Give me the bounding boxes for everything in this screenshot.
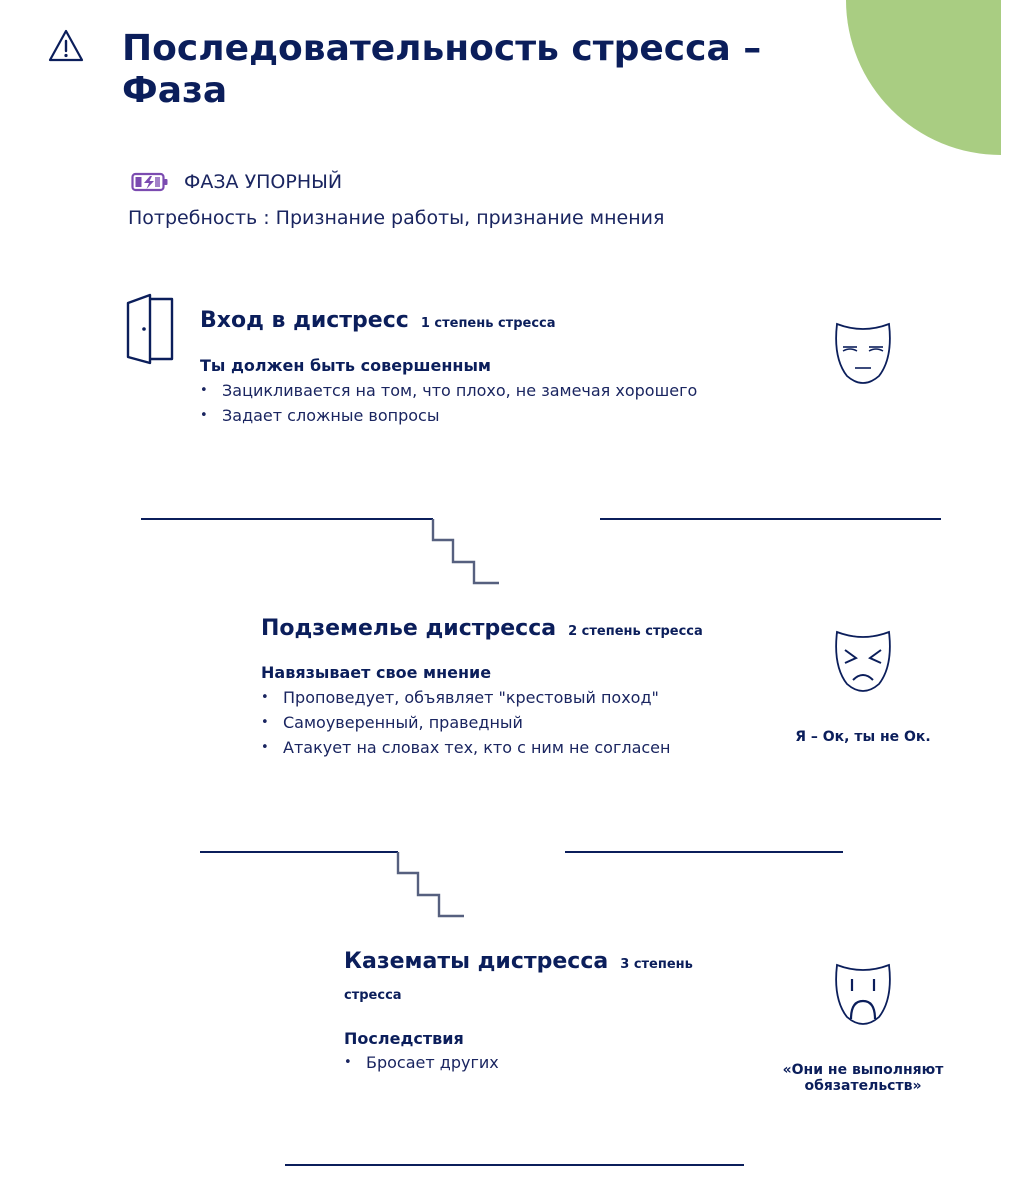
stairs-divider-2 [0, 843, 1016, 923]
stage-3-title: Казематы дистресса [344, 949, 609, 974]
stairs-divider-1 [0, 510, 1016, 590]
stage-3-bullets [344, 1050, 499, 1075]
battery-charging-icon [131, 172, 169, 192]
stage-3-quote [773, 1062, 953, 1094]
page-title: Последовательность стресса – Фаза [122, 28, 762, 111]
stage-1-heading [200, 308, 556, 333]
corner-decoration [846, 0, 1016, 280]
stage-3-heading [344, 949, 693, 974]
door-icon [124, 293, 176, 365]
stage-1-title: Вход в дистресс [200, 308, 409, 333]
stage-2-title: Подземелье дистресса [261, 616, 557, 641]
bottom-divider [0, 1158, 1016, 1178]
angry-mask-icon [833, 628, 893, 694]
list-item: • Атакует на словах тех, кто с ним не согласен [261, 735, 670, 760]
stage-1-degree: 1 степень стресса [420, 316, 556, 331]
stage-1-subheading: Ты должен быть совершенным [200, 356, 491, 375]
stage-2-bullets [261, 685, 670, 760]
stage-3-degree-line2: стресса [344, 988, 402, 1003]
sad-mask-icon [833, 961, 893, 1027]
neutral-mask-icon [833, 320, 893, 386]
stage-2-degree: 2 степень стресса [568, 624, 703, 639]
stage-2-quote: Я – Ок, ты не Ок. [795, 729, 931, 745]
stage-3-degree-line1: 3 степень [620, 957, 693, 972]
list-item: • Бросает других [344, 1050, 499, 1075]
stage-3-quote-line1: «Они не выполняют [782, 1062, 944, 1078]
list-item: • Самоуверенный, праведный [261, 710, 670, 735]
phase-label: ФАЗА УПОРНЫЙ [184, 171, 343, 193]
list-item: • Задает сложные вопросы [200, 403, 697, 428]
list-item: • Зацикливается на том, что плохо, не замечая хорошего [200, 378, 697, 403]
stage-3-quote-line2: обязательств» [804, 1078, 922, 1094]
stage-2-subheading: Навязывает свое мнение [261, 663, 492, 682]
stage-2-heading [261, 616, 703, 641]
warning-icon [47, 28, 85, 64]
stage-3-subheading: Последствия [344, 1029, 464, 1048]
phase-need: Потребность : Признание работы, признание мнения [128, 207, 665, 229]
stage-1-bullets [200, 378, 697, 428]
list-item: • Проповедует, объявляет "крестовый поход" [261, 685, 670, 710]
